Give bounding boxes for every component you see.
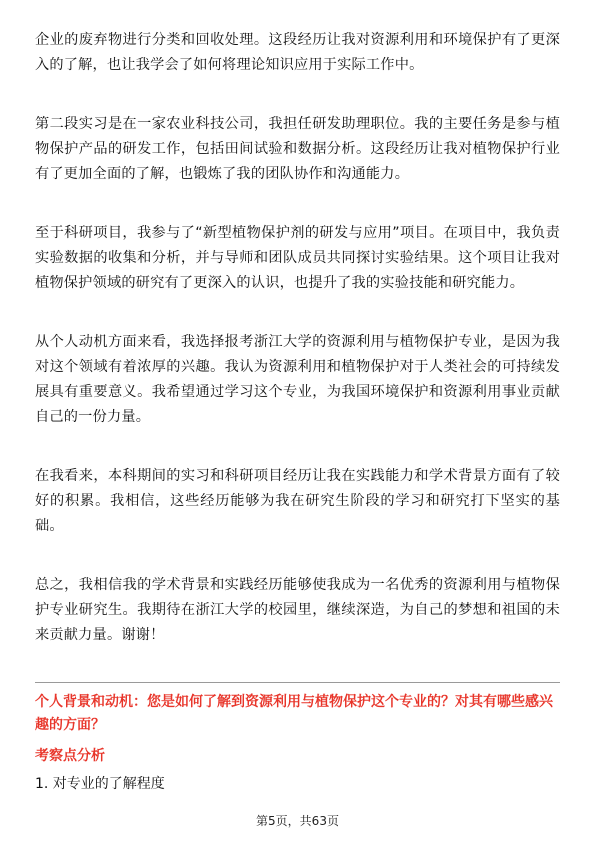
document-body	[35, 28, 560, 795]
paragraph-5: 在我看来，本科期间的实习和科研项目经历让我在实践能力和学术背景方面有了较好的积累。我相信，这些经历能够为我在研究生阶段的学习和研究打下坚实的基础。	[35, 468, 560, 534]
page-footer: 第5页，共63页	[256, 814, 339, 828]
paragraph-2: 第二段实习是在一家农业科技公司，我担任研发助理职位。我的主要任务是参与植物保护产品的研发工作，包括田间试验和数据分析。这段经历让我对植物保护行业有了更加全面的了解，也锻炼了我的团队协作和沟通能力。	[35, 116, 560, 182]
analysis-heading: 考察点分析	[35, 748, 105, 764]
section-divider	[35, 682, 560, 683]
paragraph-4: 从个人动机方面来看，我选择报考浙江大学的资源利用与植物保护专业，是因为我对这个领域有着浓厚的兴趣。我认为资源利用和植物保护对于人类社会的可持续发展具有重要意义。我希望通过学习这个专业，为我国环境保护和资源利用事业贡献自己的一份力量。	[35, 334, 560, 425]
paragraph-1: 企业的废弃物进行分类和回收处理。这段经历让我对资源利用和环境保护有了更深入的了解，也让我学会了如何将理论知识应用于实际工作中。	[35, 32, 560, 73]
paragraph-6: 总之，我相信我的学术背景和实践经历能够使我成为一名优秀的资源利用与植物保护专业研究生。我期待在浙江大学的校园里，继续深造，为自己的梦想和祖国的未来贡献力量。谢谢！	[35, 577, 560, 643]
interview-question: 个人背景和动机：您是如何了解到资源利用与植物保护这个专业的？对其有哪些感兴趣的方面？	[35, 694, 553, 733]
analysis-item-1: 1. 对专业的了解程度	[35, 776, 165, 792]
paragraph-3: 至于科研项目，我参与了“新型植物保护剂的研发与应用”项目。在项目中，我负责实验数据的收集和分析，并与导师和团队成员共同探讨实验结果。这个项目让我对植物保护领域的研究有了更深入的认识，也提升了我的实验技能和研究能力。	[35, 225, 560, 291]
